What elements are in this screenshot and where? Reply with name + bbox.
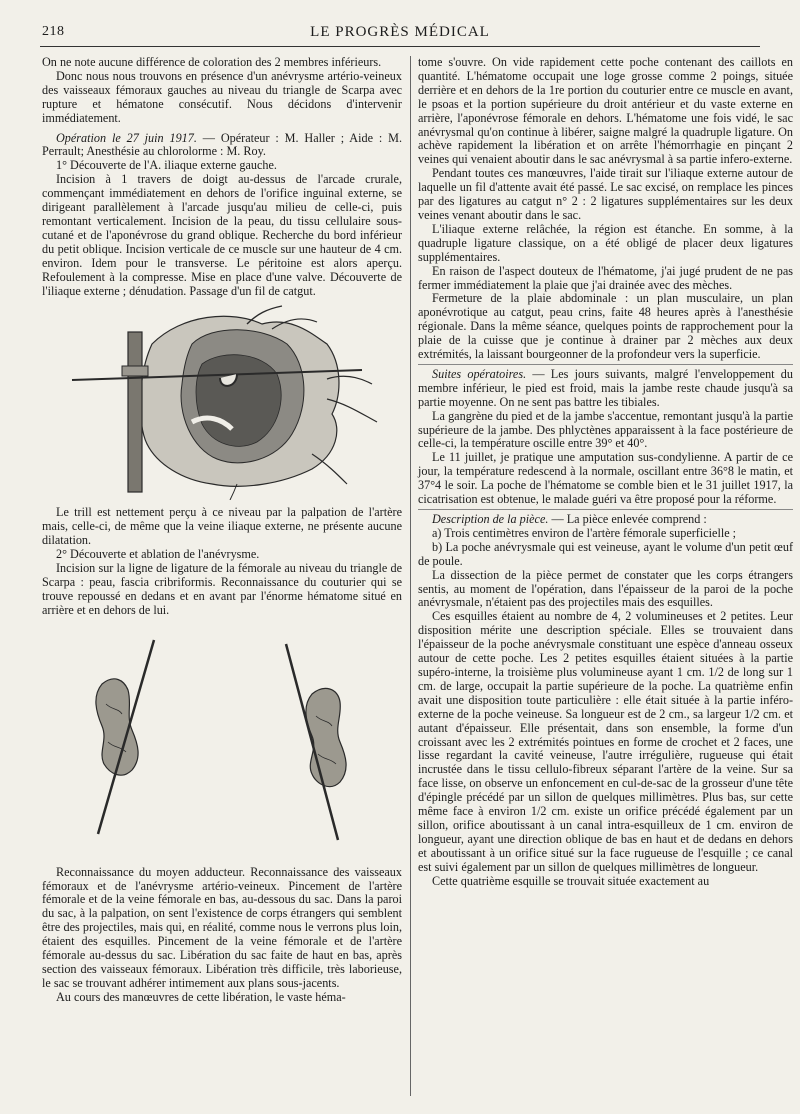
paragraph: a) Trois centimètres environ de l'artère fémorale superficielle ; — [432, 525, 737, 540]
paragraph: La dissection de la pièce permet de constater que les corps étrangers sentis, au moment de l'opération, dans l'épaisseur de la paroi de la poche anévrysmale, n'étaient pas des projectiles mais des esquilles. — [418, 567, 793, 610]
left-column — [42, 56, 402, 1005]
paragraph: Pendant toutes ces manœuvres, l'aide tirait sur l'iliaque externe autour de laquelle un fil d'attente avait été passé. Le sac excisé, on remplace les pinces par des ligatures au catgut n° 2 : 2 ligatures supplémentaires sur les deux veines venant aboutir dans le sac. — [418, 166, 793, 222]
paragraph: 1° Découverte de l'A. iliaque externe gauche. — [56, 158, 277, 173]
page-header — [30, 18, 770, 42]
journal-title: LE PROGRÈS MÉDICAL — [310, 24, 490, 40]
paragraph: Le 11 juillet, je pratique une amputation sus-condylienne. A partir de ce jour, la température redescend à la normale, oscillant entre 36°8 le matin, et 37°4 le soir. La poche de l'hématome se comble bien et le 31 juillet 1917, la cicatrisation est obtenue, le malade guéri va être proposé pour la réforme. — [418, 450, 793, 507]
suites-heading: Suites opératoires. — [432, 366, 527, 381]
section-rule — [418, 364, 793, 365]
paragraph: En raison de l'aspect douteux de l'hématome, j'ai jugé prudent de ne pas fermer immédiatement la plaie que j'ai drainée avec des mèches. — [418, 263, 793, 292]
operation-paragraph — [42, 132, 402, 160]
description-heading: Description de la pièce. — [432, 512, 549, 526]
paragraph: Le trill est nettement perçu à ce niveau par la palpation de l'artère mais, celle-ci, de même que la veine iliaque externe, ne présente aucune dilatation. — [42, 505, 402, 548]
column-divider — [410, 56, 411, 1096]
paragraph: Fermeture de la plaie abdominale : un plan musculaire, un plan aponévrotique au catgut, peau crins, faite 48 heures après à l'anesthésie régionale. Dans la même séance, quelques points de rapprochement pour la plaie de la cuisse que je continue à drainer par 2 mèches aux deux extrémités, la laissant bourgeonner de la profondeur vers la superficie. — [418, 291, 793, 362]
paragraph: Reconnaissance du moyen adducteur. Reconnaissance des vaisseaux fémoraux et de l'anévrysme artério-veineux. Pincement de l'artère fémorale et de la veine fémorale en bas, au-dessous du sac. Dans la paroi du sac, à la palpation, on sent l'existence de corps étrangers qui semblent être des projectiles, mais qui, en réalité, comme nous le verrons plus loin, étaient des esquilles. Pincement de la veine fémorale et de l'artère fémorale au-dessus du sac. Libération du sac faite de haut en bas, après section des vaisseaux fémoraux. Libération très difficile, très laborieuse, le sac se trouvant adhérer intimement aux plans sous-jacents. — [42, 864, 402, 990]
operation-text: — Opérateur : M. Haller ; Aide : M. Perrault; Anesthésie au chlorolorme : M. Roy. — [42, 130, 402, 159]
paragraph: Donc nous nous trouvons en présence d'un anévrysme artério-veineux des vaisseaux fémoraux gauches au niveau du triangle de Scarpa avec rupture et hématone consécutif. Nous décidons d'intervenir immédiatement. — [42, 68, 402, 125]
bone-fragments-illustration — [42, 624, 402, 860]
operation-heading: Opération le 27 juin 1917. — [56, 130, 197, 145]
figure-bone-fragments — [42, 624, 402, 860]
iliac-exposure-illustration — [42, 304, 402, 500]
paragraph: Incision à 1 travers de doigt au-dessus de l'arcade crurale, commençant immédiatement en dehors de l'orifice inguinal externe, se dirigeant parallèlement à l'arcade jusqu'au milieu de celle-ci, puis remontant verticalement. Incision de la peau, du tissu cellulaire sous-cutané et de l'aponévrose du grand oblique. Recherche du bord inférieur du petit oblique. Incision verticale de ce muscle sur une hauteur de 4 cm. environ. Idem pour le transverse. Le péritoine est alors aperçu. Refoulement à la compresse. Mise en place d'une valve. Découverte de l'iliaque externe ; dénudation. Passage d'un fil de catgut. — [42, 172, 402, 298]
paragraph: tome s'ouvre. On vide rapidement cette poche contenant des caillots en quantité. L'hématome occupait une loge grosse comme 2 poings, située derrière et en dehors de la 1re portion du couturier entre ce muscle en avant, le psoas et la portion supérieure du droit antérieur et du vaste externe en arrière, l'aponévrose fémorale en dehors. L'hématome une fois vidé, le sac anévrysmal qu'on continue à libérer, saigne malgré la quadruple ligature. On achève rapidement la libération et on arrête l'hémorrhagie en pinçant 2 veines qui venaient aboutir dans le sac anévrysmal à sa partie infero-externe. — [418, 55, 793, 167]
description-text: — La pièce enlevée comprend : — [548, 512, 707, 526]
suites-text: — Les jours suivants, malgré l'enveloppement du membre inférieur, le pied est froid, mais la jambe reste chaude jusqu'à sa partie moyenne. On ne sent pas battre les tibiales. — [418, 366, 793, 409]
right-column — [418, 56, 793, 888]
paragraph: Au cours des manœuvres de cette libération, le vaste héma- — [56, 989, 346, 1004]
paragraph: Cette quatrième esquille se trouvait située exactement au — [432, 873, 710, 888]
page-number: 218 — [42, 24, 65, 39]
paragraph: 2° Découverte et ablation de l'anévrysme. — [56, 547, 260, 562]
paragraph: b) La poche anévrysmale qui est veineuse, ayant le volume d'un petit œuf de poule. — [418, 539, 793, 568]
description-paragraph — [418, 513, 793, 527]
paragraph: Incision sur la ligne de ligature de la fémorale au niveau du triangle de Scarpa : peau, fascia cribriformis. Reconnaissance du couturier qui se trouve repoussé en dedans et en avant par l'énorme hématome situé en arrière et en dehors de lui. — [42, 561, 402, 617]
header-rule — [40, 46, 760, 47]
suites-paragraph — [418, 368, 793, 410]
paragraph: La gangrène du pied et de la jambe s'accentue, remontant jusqu'à la partie supérieure de la jambe. Des phlyctènes apparaissent à la face postérieure de celle-ci, la température oscille entre 39° et 40°. — [418, 408, 793, 451]
paragraph: L'iliaque externe relâchée, la région est étanche. En somme, à la quadruple ligature classique, on a été obligé de placer deux ligatures supplémentaires. — [418, 221, 793, 264]
paragraph: On ne note aucune différence de coloration des 2 membres inférieurs. — [42, 55, 382, 69]
section-rule — [418, 509, 793, 510]
figure-iliac-exposure — [42, 304, 402, 500]
paragraph: Ces esquilles étaient au nombre de 4, 2 volumineuses et 2 petites. Leur disposition mérite une description spéciale. Elles se trouvaient dans l'épaisseur de la poche anévrysmale constituant une espèce d'anneau osseux autour de cette poche. Les 2 petites esquilles étaient situées à la partie supéro-interne, la troisième plus volumineuse ayant 1 cm. 1/2 de long sur 1 cm. de large, occupait la partie supérieure de la poche. La quatrième enfin avait une disposition toute particulière : elle était située à la partie inféro-externe de la poche veineuse. Sa longueur est de 2 cm., sa largeur 1/2 cm. et autant d'épaisseur. Elle présentait, dans son ensemble, la forme d'un croissant avec les 2 extrémités pointues en forme de crochet et 2 faces, une lisse regardant la cavité veineuse, l'autre irrégulière, rugueuse qui était incrustée dans le tissu cellulo-fibreux séparant l'artère de la veine. Sur sa face lisse, on observe un enfoncement en cul-de-sac de la grosseur d'une tête d'épingle précédé par un sillon de quelques millimètres. Plus bas, sur cette même face à environ 1/2 cm. existe un orifice précédé également par un sillon, orifice aboutissant à un canal intra-esquilleux de 1 cm. environ de longueur, ayant une direction oblique de bas en haut et de dedans en dehors et aboutissant à un orifice situé sur la face rugueuse de l'esquille ; ce canal est suivi également par un sillon de quelques millimètres de longueur. — [418, 609, 793, 874]
